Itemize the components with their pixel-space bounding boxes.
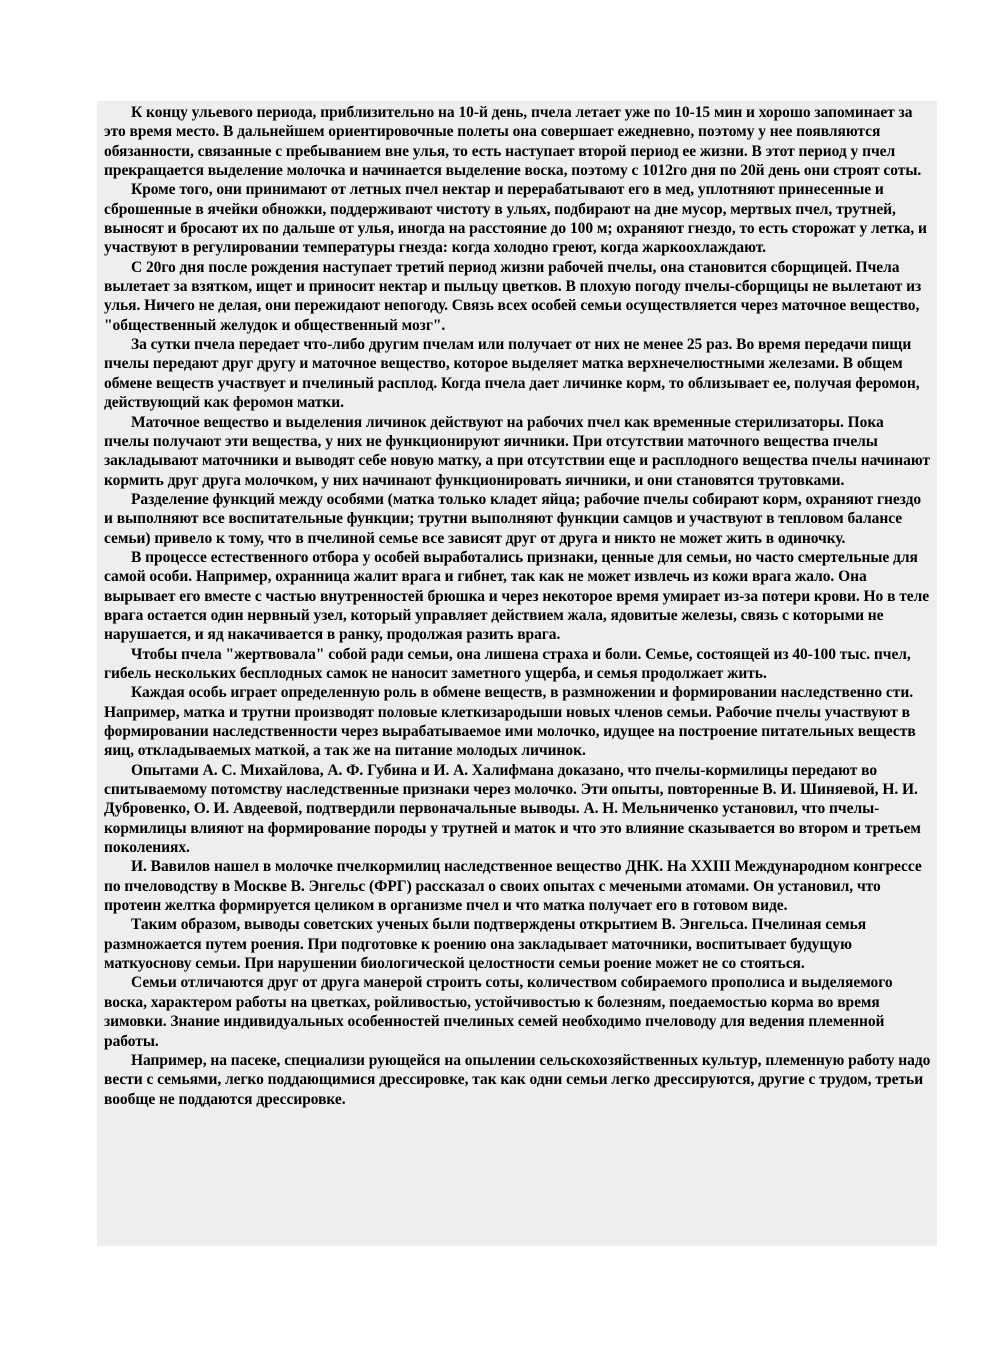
paragraph-7: В процессе естественного отбора у особей выработались признаки, ценные для семьи, но часто смертельные для самой особи. Например, охранница жалит врага и гибнет, так как не может извлечь из кожи врага жало. Она вырывает его вместе с частью внутренностей брюшка и через некоторое время умирает из-за потери крови. Но в теле врага остается один нервный узел, который управляет действием жала, ядовитые железы, связь с которыми не нарушается, и яд накачивается в ранку, продолжая разить врага. <box>104 548 930 644</box>
paragraph-13: Семьи отличаются друг от друга манерой строить соты, количеством собираемого прополиса и выделяемого воска, характером работы на цветках, ройливостью, устойчивостью к болезням, поедаемостью корма во время зимовки. Знание индивидуальных особенностей пчелиных семей необходимо пчеловоду для ведения племенной работы. <box>104 974 893 1050</box>
paragraph-2: Кроме того, они принимают от летных пчел нектар и перерабатывают его в мед, уплотняют принесенные и сброшенные в ячейки обножки, поддерживают чистоту в ульях, подбирают на дне мусор, мертвых пчел, трутней, выносят и бросают их по дальше от улья, иногда на расстояние до 100 м; охраняют гнездо, то есть сторожат у летка, и участвуют в регулировании температуры гнезда: когда холодно греют, когда жаркоохлаждают. <box>104 181 927 257</box>
text-block <box>97 101 937 1246</box>
paragraph-4: За сутки пчела передает что-либо другим пчелам или получает от них не менее 25 раз. Во время передачи пищи пчелы передают друг другу и маточное вещество, которое выделяет матка верхнечелюстными железами. В общем обмене веществ участвует и пчелиный расплод. Когда пчела дает личинке корм, то облизывает ее, получая феромон, действующий как феромон матки. <box>104 336 920 412</box>
paragraph-14: Например, на пасеке, специализи рующейся на опылении сельскохозяйственных культур, племенную работу надо вести с семьями, легко поддающимися дрессировке, так как одни семьи легко дрессируются, другие с трудом, третьи вообще не поддаются дрессировке. <box>104 1051 931 1108</box>
paragraph-1: К концу ульевого периода, приблизительно на 10-й день, пчела летает уже по 10-15 мин и хорошо запоминает за это время место. В дальнейшем ориентировочные полеты она совершает ежедневно, поэтому у нее появляются обязанности, связанные с пребыванием вне улья, то есть наступает второй период ее жизни. В этот период у пчел прекращается выделение молочка и начинается выделение воска, поэтому с 1012го дня по 20й день они строят соты. <box>104 104 922 180</box>
paragraph-12: Таким образом, выводы советских ученых были подтверждены открытием В. Энгельса. Пчелиная семья размножается путем роения. При подготовке к роению она закладывает маточники, воспитывает будущую маткуоснову семьи. При нарушении биологической целостности семьи роение может не со стояться. <box>104 916 867 973</box>
paragraph-9: Каждая особь играет определенную роль в обмене веществ, в размножении и формировании наследственно сти. Например, матка и трутни производят половые клеткизародыши новых членов семьи. Рабочие пчелы участвуют в формировании наследственности через вырабатываемое ими молочко, идущее на построение питательных веществ яиц, откладываемых маткой, а так же на питание молодых личинок. <box>104 684 916 760</box>
paragraph-6: Разделение функций между особями (матка только кладет яйца; рабочие пчелы собирают корм, охраняют гнездо и выполняют все воспитательные функции; трутни выполняют функции самцов и участвуют в тепловом балансе семьи) привело к тому, что в пчелиной семье все зависят друг от друга и никто не может жить в одиночку. <box>104 490 922 547</box>
paragraph-8: Чтобы пчела "жертвовала" собой ради семьи, она лишена страха и боли. Семье, состоящей из 40-100 тыс. пчел, гибель нескольких бесплодных самок не наносит заметного ущерба, и семья продолжает жить. <box>104 645 911 682</box>
paragraph-3: С 20го дня после рождения наступает третий период жизни рабочей пчелы, она становится сборщицей. Пчела вылетает за взятком, ищет и приносит нектар и пыльцу цветков. В плохую погоду пчелы-сборщицы не вылетают из улья. Ничего не делая, они пережидают непогоду. Связь всех особей семьи осуществляется через маточное вещество, "общественный желудок и общественный мозг". <box>104 258 922 334</box>
paragraph-10: Опытами А. С. Михайлова, А. Ф. Губина и И. А. Халифмана доказано, что пчелы-кормилицы передают во спитываемому потомству наследственные признаки через молочко. Эти опыты, повторенные В. И. Шиняевой, Н. И. Дубровенко, О. И. Авдеевой, подтвердили первоначальные выводы. А. Н. Мельниченко установил, что пчелы-кормилицы влияют на формирование породы у трутней и маток и что это влияние сказывается во втором и третьем поколениях. <box>104 761 921 857</box>
paragraph-5: Маточное вещество и выделения личинок действуют на рабочих пчел как временные стерилизаторы. Пока пчелы получают эти вещества, у них не функционируют яичники. При отсутствии маточного вещества пчелы закладывают маточники и выводят себе новую матку, а при отсутствии еще и расплодного вещества пчелы начинают кормить друг друга молочком, у них начинают функционировать яичники, и они становятся трутовками. <box>104 413 930 489</box>
paragraph-11: И. Вавилов нашел в молочке пчелкормилиц наследственное вещество ДНК. На XXIII Международном конгрессе по пчеловодству в Москве В. Энгельс (ФРГ) рассказал о своих опытах с мечеными атомами. Он установил, что протеин желтка формируется целиком в организме пчел и что матка получает его в готовом виде. <box>104 858 922 915</box>
